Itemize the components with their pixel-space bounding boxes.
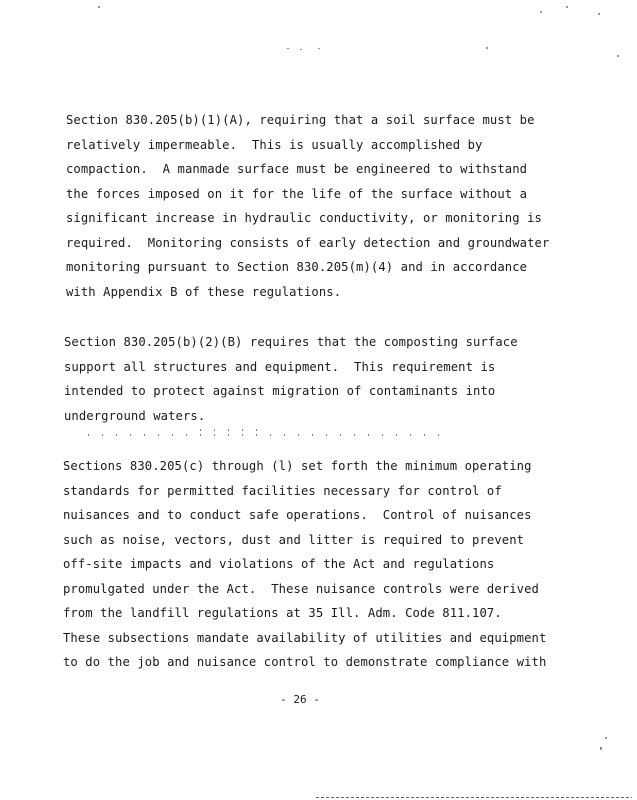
scan-speck (98, 6, 100, 8)
text-line: from the landfill regulations at 35 Ill. Adm. Code 811.107. (63, 606, 502, 620)
scan-speck (300, 49, 302, 50)
text-line: compaction. A manmade surface must be engineered to withstand (66, 162, 528, 176)
text-line: promulgated under the Act. These nuisance controls were derived (63, 581, 539, 596)
paragraph-section-830-205-b-2-b (64, 330, 564, 428)
text-line: off-site impacts and violations of the Act and regulations (63, 557, 495, 571)
text-line: intended to protect against migration of contaminants into (64, 384, 496, 398)
page-number: - 26 - (280, 693, 320, 706)
text-line: Section 830.205(b)(2)(B) requires that the composting surface (64, 335, 518, 349)
scan-speck (318, 48, 320, 49)
scan-speck (605, 737, 607, 739)
text-line: the forces imposed on it for the life of the surface without a (66, 186, 528, 201)
scan-speck (600, 747, 602, 750)
text-line: with Appendix B of these regulations. (66, 284, 342, 299)
scan-speck (287, 48, 289, 49)
text-line: to do the job and nuisance control to demonstrate compliance with (63, 655, 547, 669)
scan-speck (486, 47, 488, 49)
paragraph-sections-830-205-c-through-l (63, 454, 563, 675)
text-line: significant increase in hydraulic conductivity, or monitoring is (66, 211, 542, 225)
text-line: Section 830.205(b)(1)(A), requiring that a soil surface must be (66, 113, 535, 127)
text-line: Sections 830.205(c) through (l) set forth the minimum operating (63, 459, 532, 473)
scan-noise (200, 429, 270, 431)
text-line: monitoring pursuant to Section 830.205(m)(4) and in accordance (66, 260, 528, 274)
text-line: standards for permitted facilities necessary for control of (63, 483, 502, 498)
text-line: required. Monitoring consists of early detection and groundwater (66, 235, 550, 250)
text-line: These subsections mandate availability of utilities and equipment (63, 630, 547, 645)
scan-speck (617, 55, 619, 57)
bottom-scan-rule (316, 797, 632, 798)
text-line: underground waters. (64, 408, 206, 423)
scan-noise (88, 434, 448, 436)
scan-speck (598, 13, 600, 15)
text-line: relatively impermeable. This is usually accomplished by (66, 137, 483, 152)
scan-speck (566, 6, 568, 8)
scan-speck (540, 11, 542, 13)
text-line: support all structures and equipment. This requirement is (64, 359, 496, 374)
text-line: nuisances and to conduct safe operations. Control of nuisances (63, 508, 532, 522)
paragraph-section-830-205-b-1-a (66, 108, 566, 304)
text-line: such as noise, vectors, dust and litter is required to prevent (63, 532, 525, 547)
